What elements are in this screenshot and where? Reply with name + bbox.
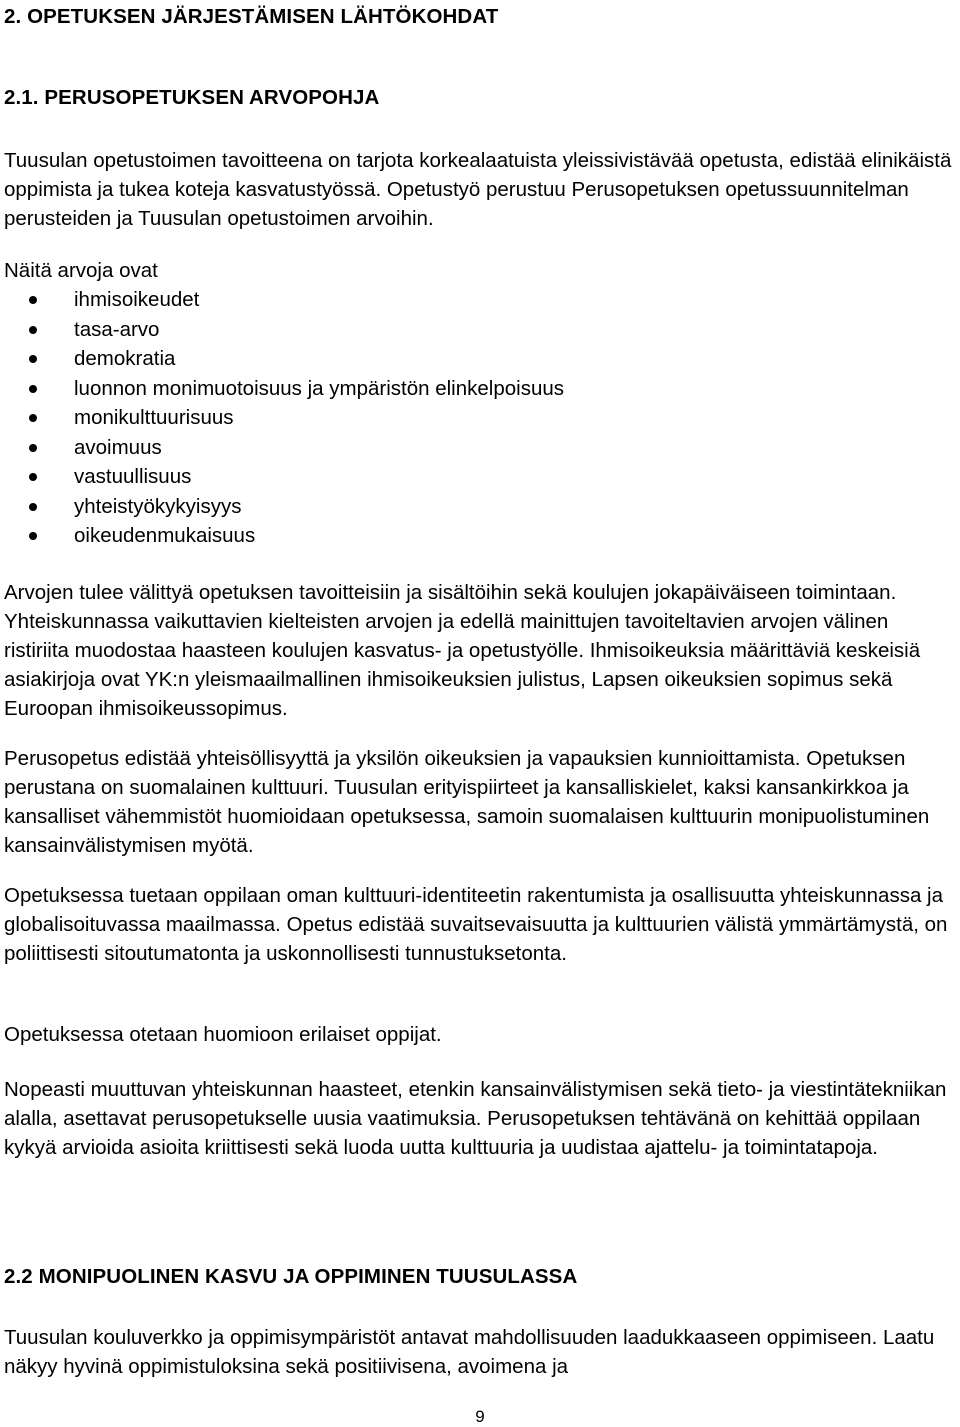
paragraph-values: Arvojen tulee välittyä opetuksen tavoitteisiin ja sisältöihin sekä koulujen jokapäiväiseen toimintaan. Yhteiskunnassa vaikuttavien kielteisten arvojen ja edellä mainittujen tavoiteltavien arvojen välinen ristiriita muodostaa haasteen koulujen kasvatus- ja opetustyölle. Ihmisoikeuksia määrittäviä keskeisiä asiakirjoja ovat YK:n yleismaailmallinen ihmisoikeuksien julistus, Lapsen oikeuksien sopimus sekä Euroopan ihmisoikeussopimus. [4, 581, 921, 720]
list-item: oikeudenmukaisuus [4, 521, 954, 551]
subsection-title: 2.1. PERUSOPETUKSEN ARVOPOHJA [4, 86, 380, 109]
values-list [4, 285, 954, 551]
values-block [4, 256, 954, 551]
section-title: 2. OPETUKSEN JÄRJESTÄMISEN LÄHTÖKOHDAT [4, 5, 499, 28]
subsection-title-2: 2.2 MONIPUOLINEN KASVU JA OPPIMINEN TUUSULASSA [4, 1265, 578, 1288]
paragraph-network: Tuusulan kouluverkko ja oppimisympäristöt antavat mahdollisuuden laadukkaaseen oppimiseen. Laatu näkyy hyvinä oppimistuloksina sekä positiivisena, avoimena ja [4, 1326, 935, 1378]
list-item: monikulttuurisuus [4, 403, 954, 433]
paragraph-intro: Tuusulan opetustoimen tavoitteena on tarjota korkealaatuista yleissivistävää opetusta, edistää elinikäistä oppimista ja tukea koteja kasvatustyössä. Opetustyö perustuu Perusopetuksen opetussuunnitelman perusteiden ja Tuusulan opetustoimen arvoihin. [4, 149, 952, 230]
paragraph-learners: Opetuksessa otetaan huomioon erilaiset oppijat. [4, 1023, 442, 1046]
list-item: ihmisoikeudet [4, 285, 954, 315]
list-item: luonnon monimuotoisuus ja ympäristön elinkelpoisuus [4, 374, 954, 404]
list-item: vastuullisuus [4, 462, 954, 492]
list-item: avoimuus [4, 433, 954, 463]
values-lead: Näitä arvoja ovat [4, 259, 158, 282]
page-number: 9 [475, 1407, 485, 1426]
list-item: tasa-arvo [4, 315, 954, 345]
paragraph-challenges: Nopeasti muuttuvan yhteiskunnan haasteet, etenkin kansainvälistymisen sekä tieto- ja viestintätekniikan alalla, asettavat perusopetukselle uusia vaatimuksia. Perusopetuksen tehtävänä on kehittää oppilaan kykyä arvioida asioita kriittisesti sekä luoda uutta kulttuuria ja uudistaa ajattelu- ja toimintatapoja. [4, 1078, 947, 1159]
paragraph-community: Perusopetus edistää yhteisöllisyyttä ja yksilön oikeuksien ja vapauksien kunnioittamista. Opetuksen perustana on suomalainen kulttuuri. Tuusulan erityispiirteet ja kansalliskielet, kaksi kansankirkkoa ja kansalliset vähemmistöt huomioidaan opetuksessa, samoin suomalaisen kulttuurin monipuolistuminen kansainvälistymisen myötä. [4, 747, 930, 857]
paragraph-identity: Opetuksessa tuetaan oppilaan oman kulttuuri-identiteetin rakentumista ja osallisuutta yhteiskunnassa ja globalisoituvassa maailmassa. Opetus edistää suvaitsevaisuutta ja kulttuurien välistä ymmärtämystä, on poliittisesti sitoutumatonta ja uskonnollisesti tunnustuksetonta. [4, 884, 948, 965]
list-item: yhteistyökykyisyys [4, 492, 954, 522]
list-item: demokratia [4, 344, 954, 374]
